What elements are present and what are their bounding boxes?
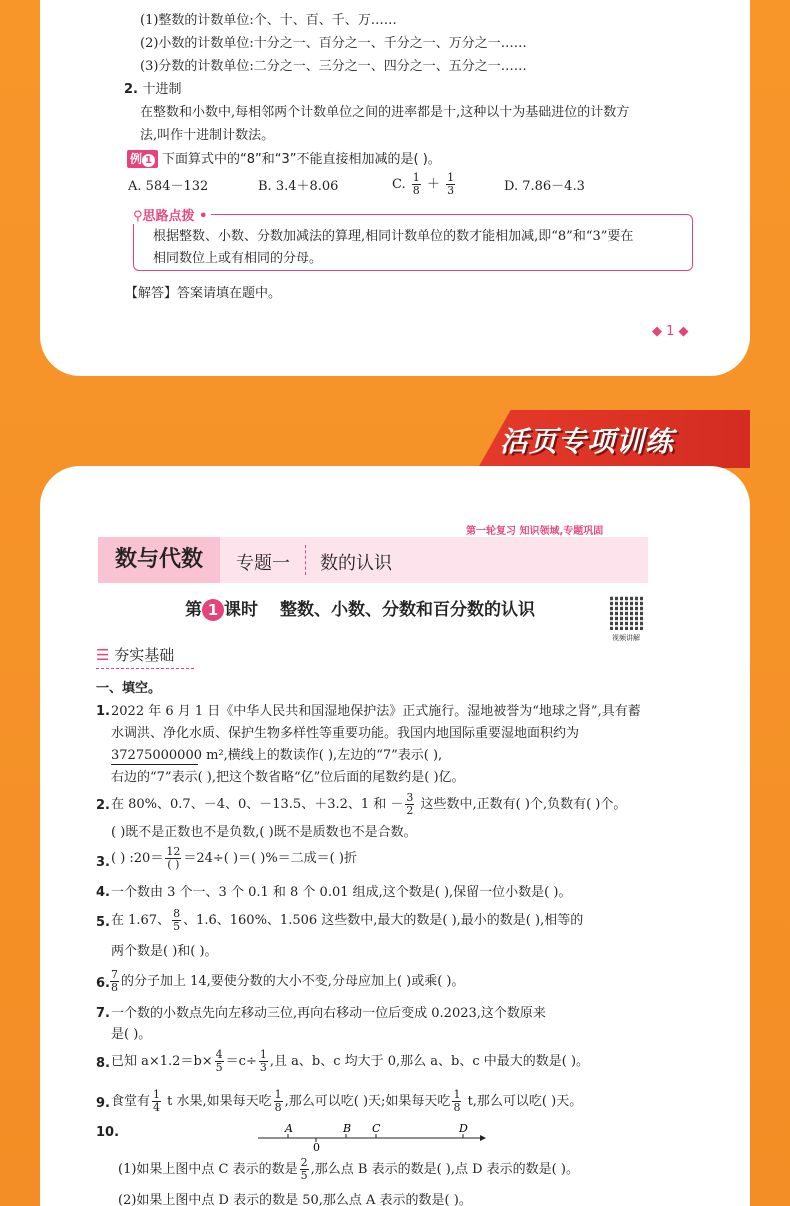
- label-b: B: [343, 1122, 352, 1135]
- q9-frac-1: [152, 1089, 161, 1114]
- q6-num: 6.: [96, 976, 110, 991]
- count-unit-item-1: (1)整数的计数单位:个、十、百、千、万……: [140, 13, 397, 28]
- label-a: A: [285, 1122, 293, 1135]
- hint-line-2: 相同数位上或有相同的分母。: [153, 251, 323, 266]
- frac-num: 1: [153, 1088, 161, 1101]
- q2-frac: [405, 792, 414, 817]
- q5-frac: [172, 908, 181, 933]
- frac-den: 8: [111, 981, 118, 994]
- lesson-title-text: 整数、小数、分数和百分数的认识: [280, 600, 535, 620]
- qr-caption: 视频讲解: [612, 634, 640, 642]
- q5-line-1: [111, 908, 583, 933]
- label-c: C: [372, 1122, 381, 1135]
- q10-sub1-text-a: (1)如果上图中点 C 表示的数是: [118, 1162, 298, 1177]
- q7-line-2: 是( )。: [111, 1027, 152, 1042]
- part-heading: 一、填空。: [96, 681, 162, 696]
- q1-line-3: 37275000000 m²,横线上的数读作( ),左边的“7”表示( ),: [111, 748, 443, 763]
- hint-dot-icon: •: [194, 209, 208, 224]
- book-icon: ☰: [96, 646, 110, 664]
- topic-main: 数与代数: [98, 537, 220, 583]
- frac-num: 1: [412, 171, 420, 184]
- heading-text: 十进制: [142, 82, 182, 97]
- q3-num: 3.: [96, 855, 110, 870]
- q8-text-b: ＝c÷: [225, 1054, 257, 1069]
- example-num: 1: [142, 154, 155, 167]
- frac-den: 8: [412, 184, 420, 197]
- q2-line-1: [111, 792, 626, 817]
- pin-icon: ⚲: [133, 209, 143, 224]
- option-c-frac-1: [412, 172, 421, 197]
- section-heading-text: 夯实基础: [114, 646, 175, 664]
- heading-decimal-system: [124, 81, 182, 99]
- frac-num: 2: [300, 1156, 308, 1169]
- example-1: [127, 150, 441, 169]
- q10-sub1-text-b: ,那么点 B 表示的数是( ),点 D 表示的数是( )。: [310, 1162, 579, 1177]
- q1-line-4: 右边的“7”表示( ),把这个数省略“亿”位后面的尾数约是( )亿。: [111, 770, 465, 785]
- q8-frac-2: [259, 1049, 268, 1074]
- frac-den: 3: [447, 184, 455, 197]
- q3-text-b: ＝24÷( )＝( )%＝二成＝( )折: [183, 851, 357, 866]
- q3-line: [111, 846, 357, 871]
- q2-text-a: 在 80%、0.7、－4、0、－13.5、＋3.2、1 和 －: [111, 797, 404, 812]
- q9-frac-3: [452, 1089, 461, 1114]
- frac-num: 3: [406, 791, 414, 804]
- q5-line-2: 两个数是( )和( )。: [111, 944, 218, 959]
- number-line-arrow-icon: [480, 1135, 486, 1141]
- option-d: D. 7.86－4.3: [504, 179, 585, 194]
- option-a: A. 584－132: [128, 179, 209, 194]
- label-d: D: [459, 1122, 468, 1135]
- example-badge: [127, 150, 158, 168]
- frac-den: 5: [215, 1061, 223, 1074]
- q8-text-c: ,且 a、b、c 均大于 0,那么 a、b、c 中最大的数是( )。: [269, 1054, 590, 1069]
- q9-num: 9.: [96, 1096, 110, 1111]
- q10-num: 10.: [96, 1125, 120, 1140]
- frac-den: 2: [406, 804, 414, 817]
- q8-line: [111, 1049, 589, 1074]
- frac-den: ( ): [167, 858, 180, 871]
- hint-title-text: 思路点拨: [142, 209, 195, 224]
- lesson-post: 课时: [224, 600, 258, 620]
- q1-line-2: 水调洪、净化水质、保护生物多样性等重要功能。我国内地国际重要湿地面积约为: [111, 726, 580, 741]
- frac-den: 5: [300, 1169, 308, 1182]
- q7-num: 7.: [96, 1006, 110, 1021]
- hint-title: [129, 205, 211, 224]
- q2-text-b: 这些数中,正数有( )个,负数有( )个。: [416, 797, 627, 812]
- option-c-prefix: C.: [392, 177, 406, 192]
- q9-text-b: t 水果,如果每天吃: [163, 1094, 272, 1109]
- lesson-num: 1: [202, 599, 224, 621]
- review-tag: 第一轮复习 知识领域,专题巩固: [466, 526, 604, 537]
- q3-text-a: ( ) :20＝: [111, 851, 164, 866]
- q10-frac: [300, 1157, 309, 1182]
- heading-num: 2.: [124, 82, 138, 97]
- q2-num: 2.: [96, 798, 110, 813]
- option-b: B. 3.4＋8.06: [258, 179, 339, 194]
- count-unit-item-2: (2)小数的计数单位:十分之一、百分之一、千分之一、万分之一……: [140, 36, 527, 51]
- frac-num: 1: [453, 1088, 461, 1101]
- frac-den: 8: [453, 1101, 461, 1114]
- label-zero: 0: [313, 1141, 320, 1152]
- q4-line: 一个数由 3 个一、3 个 0.1 和 8 个 0.01 组成,这个数是( ),保留一位小数是( )。: [111, 885, 572, 900]
- q1-line-1: 2022 年 6 月 1 日《中华人民共和国湿地保护法》正式施行。湿地被誉为“地球之肾”,具有蓄: [111, 704, 641, 719]
- q9-text-c: ,那么可以吃( )天;如果每天吃: [284, 1094, 451, 1109]
- q2-line-2: ( )既不是正数也不是负数,( )既不是质数也不是合数。: [111, 825, 417, 840]
- frac-den: 3: [259, 1061, 267, 1074]
- frac-num: 12: [166, 845, 181, 858]
- q5-text-a: 在 1.67、: [111, 913, 171, 928]
- q1-underline: [111, 764, 198, 765]
- frac-num: 8: [173, 907, 181, 920]
- option-c: [392, 172, 457, 197]
- hint-line-1: 根据整数、小数、分数加减法的算理,相同计数单位的数才能相加减,即“8”和“3”要在: [153, 229, 634, 244]
- q6-text: 的分子加上 14,要使分数的大小不变,分母应加上( )或乘( )。: [121, 974, 465, 989]
- lesson-title: [185, 598, 535, 622]
- topic-sub1: 专题一: [236, 553, 290, 574]
- section-heading: [96, 644, 174, 665]
- option-c-frac-2: [446, 172, 455, 197]
- answer-line: 【解答】答案请填在题中。: [125, 286, 282, 301]
- lesson-pre: 第: [185, 600, 202, 620]
- decimal-para-line-2: 法,叫作十进制计数法。: [140, 128, 275, 143]
- q5-text-b: 、1.6̇、160%、1.506 这些数中,最大的数是( ),最小的数是( ),相等的: [183, 913, 584, 928]
- frac-num: 1: [447, 171, 455, 184]
- q10-sub1: [118, 1157, 579, 1182]
- q7-line-1: 一个数的小数点先向左移动三位,再向右移动一位后变成 0.2023,这个数原来: [111, 1006, 546, 1021]
- qr-code-icon[interactable]: [610, 596, 644, 630]
- q1-num: 1.: [96, 704, 110, 719]
- frac-den: 8: [274, 1101, 282, 1114]
- topic-bar: [98, 537, 648, 583]
- q4-num: 4.: [96, 885, 110, 900]
- decimal-para-line-1: 在整数和小数中,每相邻两个计数单位之间的进率都是十,这种以十为基础进位的计数方: [140, 105, 630, 120]
- plus-sign: ＋: [426, 177, 440, 192]
- q9-line: [111, 1089, 582, 1114]
- example-text: 下面算式中的“8”和“3”不能直接相加减的是( )。: [162, 152, 441, 167]
- topic-sub2: 数的认识: [320, 553, 392, 574]
- topic-separator: [305, 545, 306, 575]
- q6-frac: [110, 969, 119, 994]
- example-label: 例: [130, 152, 143, 166]
- q9-text-a: 食堂有: [111, 1094, 151, 1109]
- frac-num: 1: [274, 1088, 282, 1101]
- count-unit-item-3: (3)分数的计数单位:二分之一、三分之一、四分之一、五分之一……: [140, 59, 527, 74]
- q8-num: 8.: [96, 1056, 110, 1071]
- q9-frac-2: [274, 1089, 283, 1114]
- q6-line: [108, 969, 465, 994]
- page-number: ◆ 1 ◆: [652, 324, 689, 339]
- q3-frac: [165, 846, 181, 871]
- q9-text-d: t,那么可以吃( )天。: [463, 1094, 583, 1109]
- frac-num: 4: [215, 1048, 223, 1061]
- frac-den: 5: [173, 920, 181, 933]
- q5-num: 5.: [96, 915, 110, 930]
- q10-sub2: (2)如果上图中点 D 表示的数是 50,那么点 A 表示的数是( )。: [118, 1193, 472, 1206]
- number-line: [258, 1120, 488, 1152]
- q8-frac-1: [215, 1049, 224, 1074]
- frac-num: 7: [111, 968, 118, 981]
- frac-den: 4: [153, 1101, 161, 1114]
- banner-title: 活页专项训练: [500, 425, 675, 458]
- frac-num: 1: [259, 1048, 267, 1061]
- q8-text-a: 已知 a×1.2＝b×: [111, 1054, 213, 1069]
